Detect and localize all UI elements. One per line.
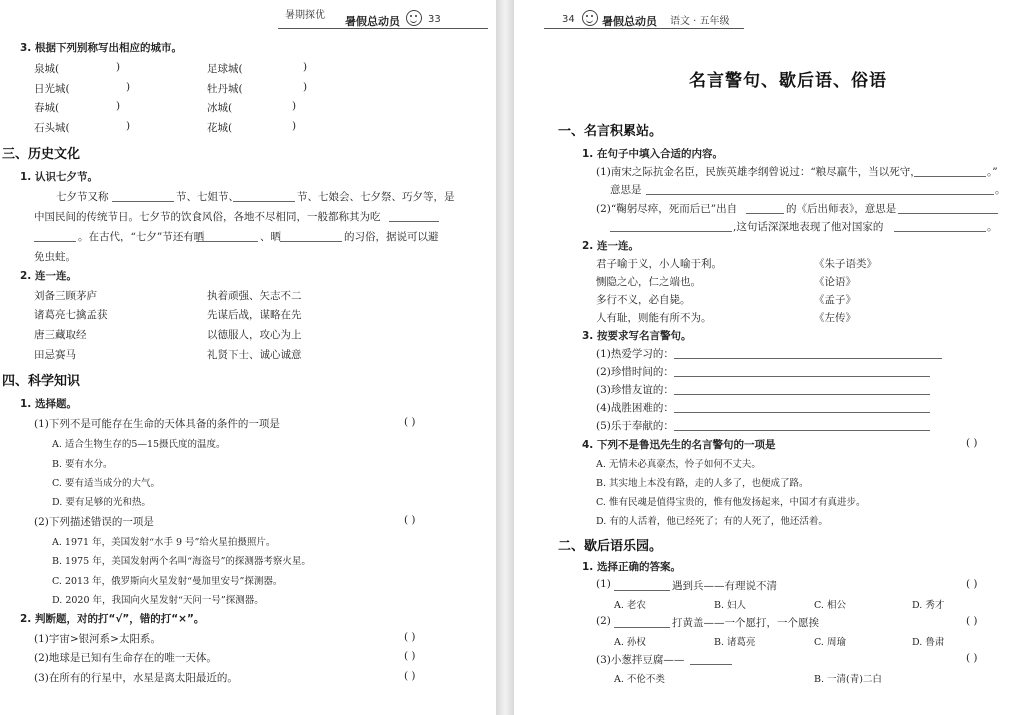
fill-blank[interactable] bbox=[614, 578, 670, 591]
s3-p3-a: 。在古代，“七夕”节还有晒 bbox=[78, 231, 205, 243]
fill-blank[interactable] bbox=[674, 364, 930, 377]
s2-1-text: 遇到兵——有理说不清 bbox=[672, 580, 777, 592]
q1-1-line-a: (1)南宋之际抗金名臣，民族英雄李纲曾说过：“粮尽羸牛，当以死守， bbox=[596, 166, 921, 178]
header-subject: 语文 · 五年级 bbox=[670, 16, 730, 27]
book-gutter bbox=[496, 0, 514, 715]
s3-q1: 1. 认识七夕节。 bbox=[20, 171, 98, 183]
q3-item: (1)热爱学习的： bbox=[596, 348, 674, 360]
q3-item: (5)乐于奉献的： bbox=[596, 420, 674, 432]
q3-item: (2)珍惜时间的： bbox=[596, 366, 674, 378]
match-left-item[interactable]: 唐三藏取经 bbox=[34, 329, 87, 341]
fill-blank[interactable] bbox=[614, 615, 670, 628]
option: A. 老农 bbox=[614, 600, 646, 611]
q2: 2. 连一连。 bbox=[582, 240, 639, 252]
match-right-item[interactable]: 《论语》 bbox=[814, 276, 856, 288]
header-series: 暑期探优 bbox=[285, 10, 325, 21]
left-page bbox=[0, 0, 496, 715]
q1: 1. 在句子中填入合适的内容。 bbox=[582, 148, 723, 160]
fill-blank[interactable] bbox=[280, 229, 342, 242]
q3-item: (4)战胜困难的： bbox=[596, 402, 674, 414]
option: B. 1975 年，美国发射两个名叫“海盗号”的探测器考察火星。 bbox=[52, 556, 311, 567]
city-7: 石头城( bbox=[34, 122, 70, 134]
answer-paren[interactable]: ( ) bbox=[404, 650, 416, 662]
q3-title: 3. 根据下列别称写出相应的城市。 bbox=[20, 42, 182, 54]
match-right-item[interactable]: 《孟子》 bbox=[814, 294, 856, 306]
q1-2-line-a2: 的《后出师表》，意思是 bbox=[786, 203, 897, 215]
fill-blank[interactable] bbox=[674, 418, 930, 431]
judge-item: (1)宇宙>银河系>太阳系。 bbox=[34, 633, 161, 645]
option: C. 2013 年，俄罗斯向火星发射“曼加里安号”探测器。 bbox=[52, 576, 283, 587]
city-5: 春城( bbox=[34, 102, 60, 114]
s3-q2: 2. 连一连。 bbox=[20, 270, 77, 282]
s3-p1-b: 节、七姐节、 bbox=[176, 191, 239, 203]
q1-1-line-b: 意思是 bbox=[610, 184, 642, 196]
option: A. 无情未必真豪杰，怜子如何不丈夫。 bbox=[596, 459, 761, 470]
fill-blank[interactable] bbox=[914, 164, 986, 177]
answer-paren[interactable]: ( ) bbox=[966, 437, 978, 449]
section-3-title: 三、历史文化 bbox=[2, 147, 81, 162]
header-brand: 暑假总动员 bbox=[345, 15, 400, 28]
city-1: 泉城( bbox=[34, 63, 60, 75]
city-2: 足球城( bbox=[207, 63, 243, 75]
fill-blank[interactable] bbox=[746, 201, 784, 214]
option: C. 周瑜 bbox=[814, 637, 846, 648]
fill-blank[interactable] bbox=[674, 400, 930, 413]
match-right-item[interactable]: 以德服人，攻心为上 bbox=[207, 329, 302, 341]
match-right-item[interactable]: 《朱子语类》 bbox=[814, 258, 877, 270]
option: A. 不伦不类 bbox=[614, 674, 665, 685]
header-rule bbox=[278, 28, 488, 29]
city-6: 冰城( bbox=[207, 102, 233, 114]
s3-p2: 中国民间的传统节日。七夕节的饮食风俗，各地不尽相同，一般都称其为吃 bbox=[34, 211, 381, 223]
match-left-item[interactable]: 刘备三顾茅庐 bbox=[34, 290, 97, 302]
option: B. 要有水分。 bbox=[52, 459, 113, 470]
city-5-close: ) bbox=[116, 100, 121, 112]
city-1-close: ) bbox=[116, 61, 121, 73]
header-brand: 暑假总动员 bbox=[602, 15, 657, 28]
match-right-item[interactable]: 《左传》 bbox=[814, 312, 856, 324]
q1-1-end-b: 。 bbox=[995, 184, 1006, 196]
s3-p3-b: 、晒 bbox=[260, 231, 281, 243]
page-number: 33 bbox=[428, 14, 441, 25]
match-right-item[interactable]: 先谋后战，谋略在先 bbox=[207, 309, 302, 321]
fill-blank[interactable] bbox=[674, 346, 942, 359]
s3-p3-c: 的习俗，据说可以避 bbox=[344, 231, 439, 243]
option: A. 孙权 bbox=[614, 637, 646, 648]
city-4: 牡丹城( bbox=[207, 83, 243, 95]
match-right-item[interactable]: 礼贤下士、诚心诚意 bbox=[207, 349, 302, 361]
answer-paren[interactable]: ( ) bbox=[404, 631, 416, 643]
fill-blank[interactable] bbox=[690, 652, 732, 665]
fill-blank[interactable] bbox=[34, 229, 76, 242]
q1-2-line-a1: (2)“鞠躬尽瘁，死而后已”出自 bbox=[596, 203, 738, 215]
section-4-title: 四、科学知识 bbox=[2, 374, 81, 389]
section-1-title: 一、名言积累站。 bbox=[558, 124, 663, 139]
option: C. 惟有民魂是值得宝贵的，惟有他发扬起来，中国才有真进步。 bbox=[596, 497, 866, 508]
option: B. 一清(青)二白 bbox=[814, 674, 882, 685]
q1-1-end-a: 。” bbox=[987, 166, 998, 178]
s4-q1-2: (2)下列描述错误的一项是 bbox=[34, 516, 154, 528]
option: B. 其实地上本没有路，走的人多了，也便成了路。 bbox=[596, 478, 809, 489]
match-left-item[interactable]: 人有耻，则能有所不为。 bbox=[596, 312, 712, 324]
answer-paren[interactable]: ( ) bbox=[404, 514, 416, 526]
answer-paren[interactable]: ( ) bbox=[404, 416, 416, 428]
option: D. 秀才 bbox=[912, 600, 945, 611]
answer-paren[interactable]: ( ) bbox=[966, 652, 978, 664]
fill-blank[interactable] bbox=[112, 189, 174, 202]
q4: 4. 下列不是鲁迅先生的名言警句的一项是 bbox=[582, 439, 776, 451]
option: B. 妇人 bbox=[714, 600, 747, 611]
s2-2-text: 打黄盖——一个愿打，一个愿挨 bbox=[672, 617, 819, 629]
right-page bbox=[514, 0, 1024, 715]
s2-q1: 1. 选择正确的答案。 bbox=[582, 561, 681, 573]
judge-item: (2)地球是已知有生命存在的唯一天体。 bbox=[34, 652, 217, 664]
s4-q1: 1. 选择题。 bbox=[20, 398, 77, 410]
fill-blank[interactable] bbox=[898, 201, 998, 214]
q3: 3. 按要求写名言警句。 bbox=[582, 330, 692, 342]
s2-3-text: (3)小葱拌豆腐—— bbox=[596, 654, 685, 666]
fill-blank[interactable] bbox=[610, 219, 732, 232]
city-4-close: ) bbox=[303, 81, 308, 93]
section-2-title: 二、歇后语乐园。 bbox=[558, 539, 663, 554]
s4-q2: 2. 判断题，对的打“√”，错的打“×”。 bbox=[20, 613, 205, 625]
city-3: 日光城( bbox=[34, 83, 70, 95]
match-left-item[interactable]: 多行不义，必自毙。 bbox=[596, 294, 691, 306]
match-left-item[interactable]: 诸葛亮七擒孟获 bbox=[34, 309, 108, 321]
city-6-close: ) bbox=[292, 100, 297, 112]
fill-blank[interactable] bbox=[674, 382, 930, 395]
fill-blank[interactable] bbox=[196, 229, 258, 242]
page-title: 名言警句、歇后语、俗语 bbox=[689, 71, 887, 91]
option: D. 有的人活着，他已经死了；有的人死了，他还活着。 bbox=[596, 516, 828, 527]
fill-blank[interactable] bbox=[894, 219, 986, 232]
option: D. 2020 年，我国向火星发射“天问一号”探测器。 bbox=[52, 595, 264, 606]
option: A. 适合生物生存的5—15摄氏度的温度。 bbox=[52, 439, 226, 450]
s3-p1-a: 七夕节又称 bbox=[56, 191, 109, 203]
option: C. 要有适当成分的大气。 bbox=[52, 478, 160, 489]
match-left-item[interactable]: 恻隐之心，仁之端也。 bbox=[596, 276, 701, 288]
s4-q1-1: (1)下列不是可能存在生命的天体具备的条件的一项是 bbox=[34, 418, 280, 430]
city-8-close: ) bbox=[292, 120, 297, 132]
city-3-close: ) bbox=[126, 81, 131, 93]
city-7-close: ) bbox=[126, 120, 131, 132]
s3-p4: 免虫蛀。 bbox=[34, 251, 76, 263]
match-right-item[interactable]: 执着顽强、矢志不二 bbox=[207, 290, 302, 302]
answer-paren[interactable]: ( ) bbox=[966, 615, 978, 627]
header-rule bbox=[544, 28, 744, 29]
option: B. 诸葛亮 bbox=[714, 637, 756, 648]
judge-item: (3)在所有的行星中，水星是离太阳最近的。 bbox=[34, 672, 238, 684]
city-8: 花城( bbox=[207, 122, 233, 134]
option: D. 鲁肃 bbox=[912, 637, 945, 648]
page-number: 34 bbox=[562, 14, 575, 25]
answer-paren[interactable]: ( ) bbox=[404, 670, 416, 682]
option: D. 要有足够的光和热。 bbox=[52, 497, 151, 508]
s3-p1-c: 节、七娘会、七夕祭、巧夕等，是 bbox=[297, 191, 455, 203]
mascot-icon bbox=[406, 10, 422, 26]
option: C. 相公 bbox=[814, 600, 846, 611]
q1-2-line-b1: ,这句话深深地表现了他对国家的 bbox=[733, 221, 884, 233]
fill-blank[interactable] bbox=[389, 209, 439, 222]
city-2-close: ) bbox=[303, 61, 308, 73]
match-left-item[interactable]: 君子喻于义，小人喻于利。 bbox=[596, 258, 722, 270]
s2-2-num: (2) bbox=[596, 615, 611, 627]
option: A. 1971 年，美国发射“水手 9 号”给火星拍摄照片。 bbox=[52, 537, 276, 548]
q1-2-line-b2: 。 bbox=[987, 221, 998, 233]
fill-blank[interactable] bbox=[233, 189, 295, 202]
mascot-icon bbox=[582, 10, 598, 26]
fill-blank[interactable] bbox=[646, 182, 994, 195]
match-left-item[interactable]: 田忌赛马 bbox=[34, 349, 76, 361]
s2-1-num: (1) bbox=[596, 578, 611, 590]
answer-paren[interactable]: ( ) bbox=[966, 578, 978, 590]
q3-item: (3)珍惜友谊的： bbox=[596, 384, 674, 396]
